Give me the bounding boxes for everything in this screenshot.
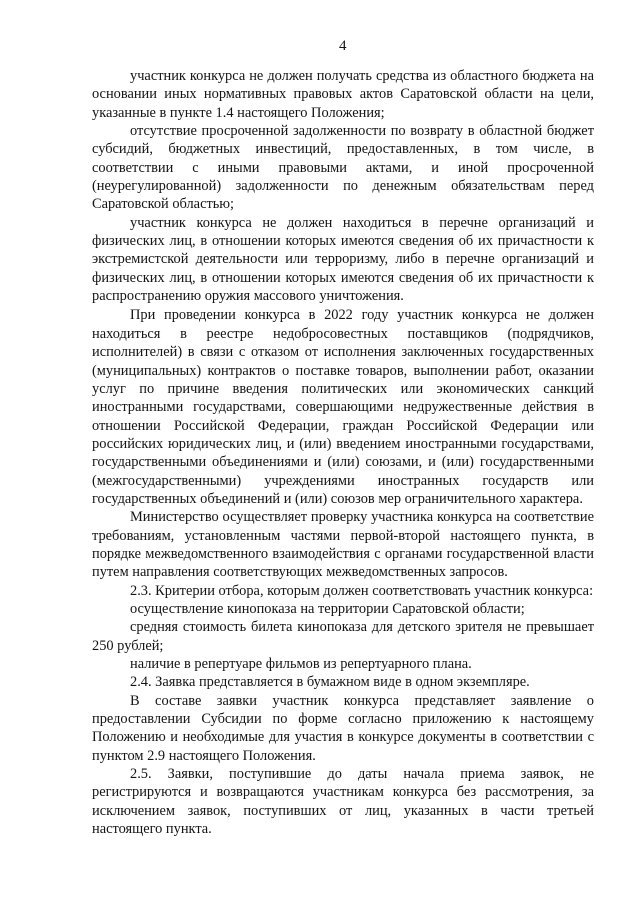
paragraph-application-paper: 2.4. Заявка представляется в бумажном виде в одном экземпляре. (130, 674, 530, 691)
paragraph-selection-criteria: 2.3. Критерии отбора, которым должен соответствовать участник конкурса: (130, 582, 594, 599)
paragraph-criterion-repertoire: наличие в репертуаре фильмов из репертуарного плана. (130, 656, 472, 672)
paragraph-application-contents: В составе заявки участник конкурса представляет заявление о предоставлении Субсидии по форме согласно приложению к настоящему Положению и необходимые для участия в конкурсе документы в соответствии с пунктом 2.9 настоящего Положения. (92, 692, 594, 764)
paragraph-no-extremism-list: участник конкурса не должен находиться в перечне организаций и физических лиц, в отношении которых имеются сведения об их причастности к экстремистской деятельности или терроризму, либо в перечне организаций и физических лиц, в отношении которых имеются сведения об их причастности к распространению оружия массового уничтожения. (92, 214, 594, 305)
paragraph-no-regional-funds: участник конкурса не должен получать средства из областного бюджета на основании иных нормативных правовых актов Саратовской области на цели, указанные в пункте 1.4 настоящего Положения; (92, 68, 594, 121)
paragraph-ministry-check: Министерство осуществляет проверку участника конкурса на соответствие требованиям, установленным частями первой-второй настоящего пункта, в порядке межведомственного взаимодействия с органами государственной власти путем направления соответствующих межведомственных запросов. (92, 509, 594, 581)
paragraph-criterion-screening: осуществление кинопоказа на территории Саратовской области; (130, 600, 525, 617)
paragraph-unscrupulous-suppliers: При проведении конкурса в 2022 году участник конкурса не должен находиться в реестре недобросовестных поставщиков (подрядчиков, исполнителей) в связи с отказом от исполнения заключенных государственных (муниципальных) контрактов о поставке товаров, выполнении работ, оказании услуг по причине введения политических или экономических санкций иностранными государствами, совершающими недружественные действия в отношении Российской Федерации, граждан Российской Федерации или российских юридических лиц, и (или) введением иностранными государствами, государственными объединениями и (или) союзами, и (или) государственными (межгосударственными) учреждениями иностранных государств или государственных объединений и (или) союзов мер ограничительного характера. (92, 307, 594, 507)
page-number: 4 (339, 38, 347, 54)
paragraph-early-applications: 2.5. Заявки, поступившие до даты начала приема заявок, не регистрируются и возвращаются участникам конкурса без рассмотрения, за исключением заявок, поступивших от лиц, указанных в части третьей настоящего пункта. (92, 766, 594, 838)
paragraph-no-overdue-debt: отсутствие просроченной задолженности по возврату в областной бюджет субсидий, бюджетных инвестиций, предоставленных, в том числе, в соответствии с иными правовыми актами, и иной просроченной (неурегулированной) задолженности по денежным обязательствам перед Саратовской областью; (92, 123, 594, 213)
document-body (92, 67, 594, 838)
paragraph-criterion-ticket-price: средняя стоимость билета кинопоказа для детского зрителя не превышает 250 рублей; (92, 619, 594, 654)
